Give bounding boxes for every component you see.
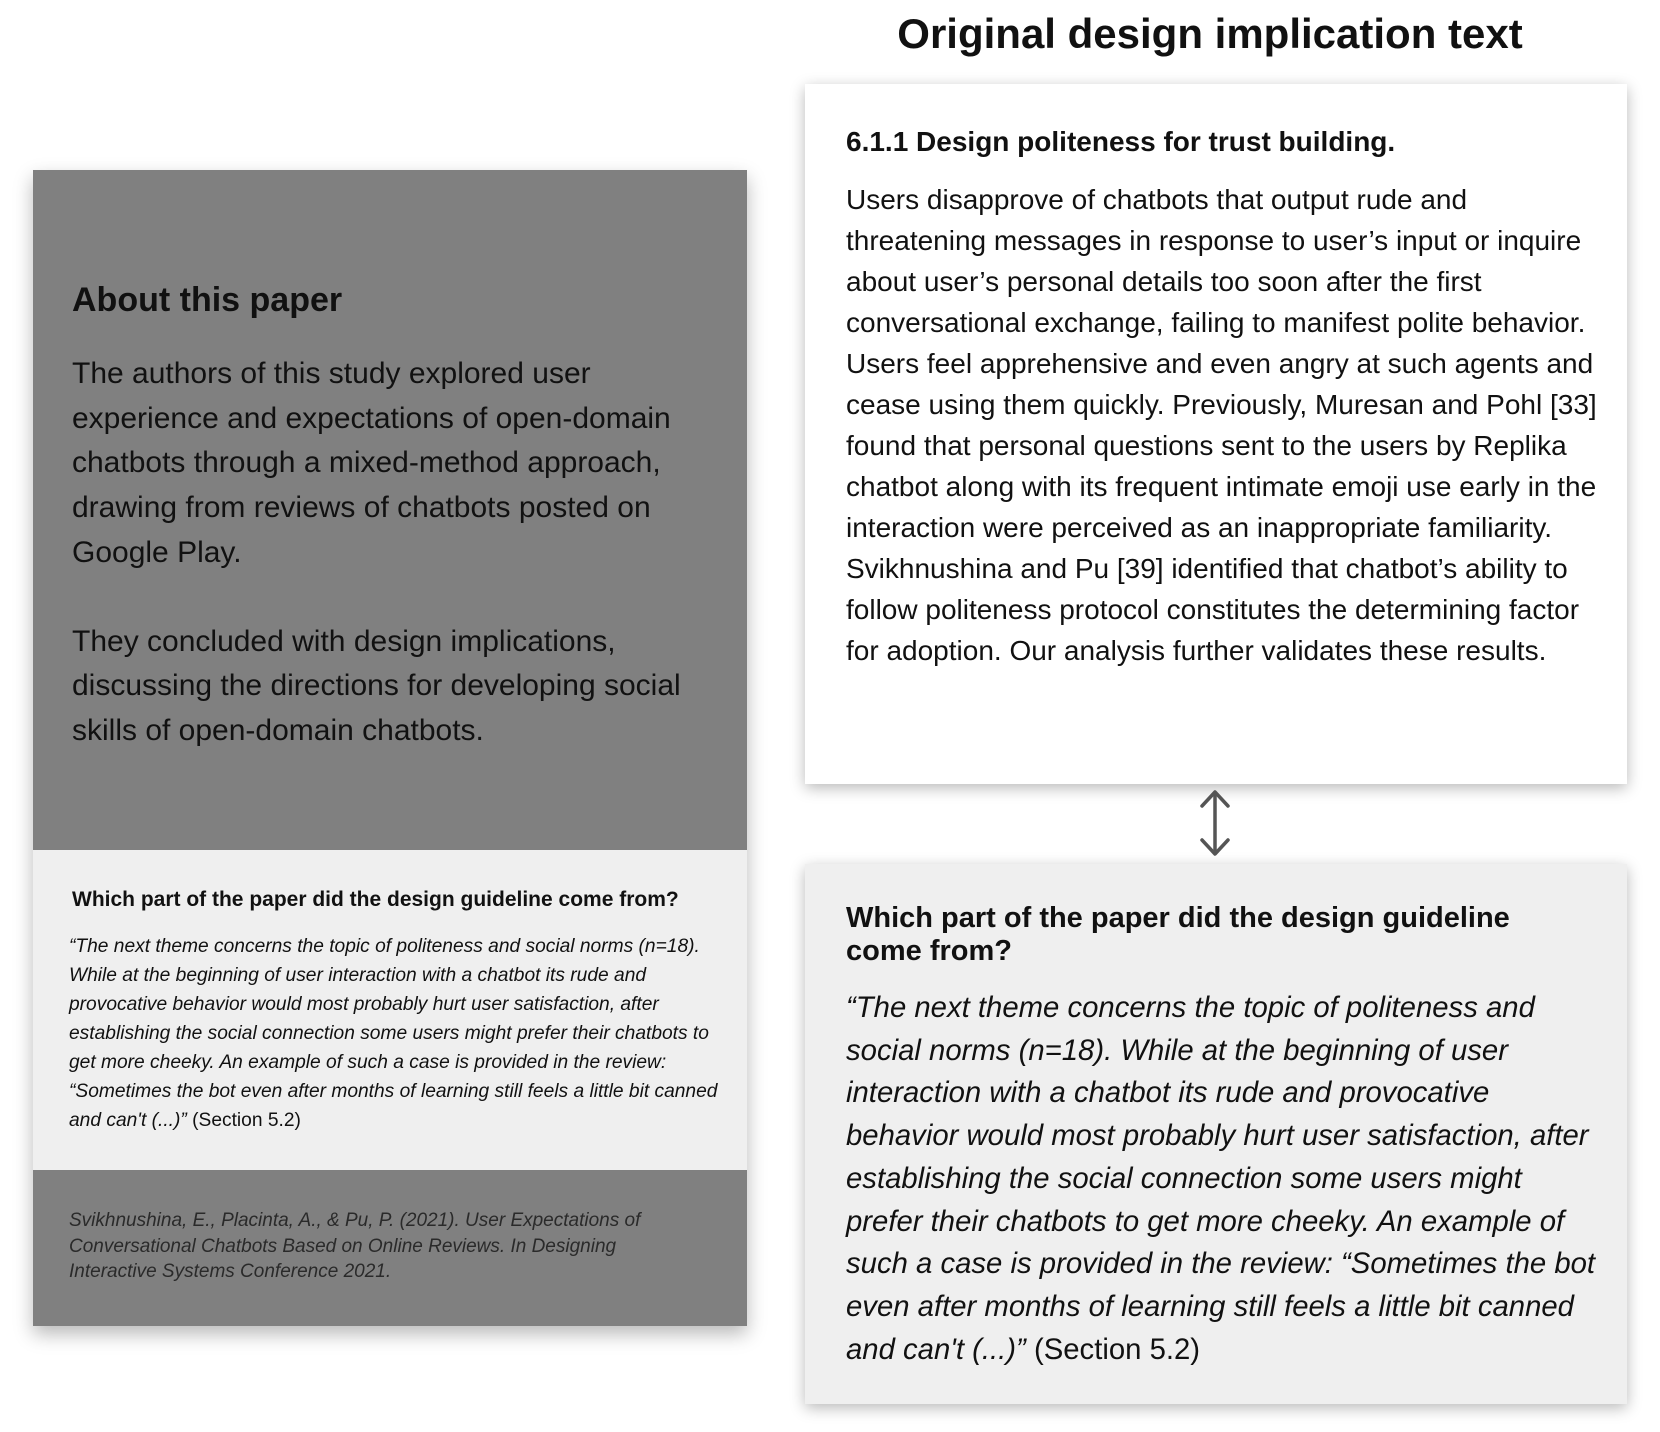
citation-section — [33, 1170, 747, 1326]
paper-summary-card — [33, 170, 747, 1326]
about-section — [33, 170, 747, 850]
source-question-section — [33, 850, 747, 1170]
design-implication-card — [805, 84, 1627, 784]
citation-text: Svikhnushina, E., Placinta, A., & Pu, P. (2021). User Expectations of Conversational Chatbots Based on Online Reviews. In Designing Interactive Systems Conference 2021. — [69, 1210, 641, 1282]
guideline-source-card — [805, 864, 1627, 1404]
source-quote-text: “The next theme concerns the topic of politeness and social norms (n=18). While at the beginning of user interaction with a chatbot its rude and provocative behavior would most probably hurt user satisfaction, after establishing the social connection some users might prefer their chatbots to get more cheeky. An example of such a case is provided in the review: “Sometimes the bot even after months of learning still feels a little bit canned and can't (...)” — [69, 936, 718, 1131]
guideline-source-quote — [846, 987, 1606, 1371]
page-heading: Original design implication text — [897, 10, 1523, 57]
about-paragraph-1: The authors of this study explored user experience and expectations of open-domain chatbots through a mixed-method approach, drawing from reviews of chatbots posted on Google Play. — [72, 357, 671, 569]
source-quote-section: (Section 5.2) — [192, 1110, 301, 1131]
about-body — [72, 352, 722, 754]
guideline-source-title: Which part of the paper did the design guideline come from? — [846, 902, 1510, 967]
source-question-title: Which part of the paper did the design guideline come from? — [72, 888, 679, 911]
about-title: About this paper — [72, 281, 343, 319]
about-paragraph-2: They concluded with design implications, discussing the directions for developing social skills of open-domain chatbots. — [72, 624, 681, 747]
design-implication-body: Users disapprove of chatbots that output rude and threatening messages in response to user’s input or inquire about user’s personal details too soon after the first conversational exchange, failing to manifest polite behavior. Users feel apprehensive and even angry at such agents and cease using them quickly. Previously, Muresan and Pohl [33] found that personal questions sent to the users by Replika chatbot along with its frequent intimate emoji use early in the interaction were perceived as an inappropriate familiarity. Svikhnushina and Pu [39] identified that chatbot’s ability to follow politeness protocol constitutes the determining factor for adoption. Our analysis further validates these results. — [846, 184, 1597, 666]
guideline-quote-section: (Section 5.2) — [1033, 1332, 1201, 1366]
design-implication-title: 6.1.1 Design politeness for trust building. — [846, 126, 1396, 157]
source-quote — [69, 932, 721, 1135]
guideline-quote-text: “The next theme concerns the topic of politeness and social norms (n=18). While at the beginning of user interaction with a chatbot its rude and provocative behavior would most probably hurt user satisfaction, after establishing the social connection some users might prefer their chatbots to get more cheeky. An example of such a case is provided in the review: “Sometimes the bot even after months of learning still feels a little bit canned and can't (...)” — [846, 991, 1596, 1366]
double-headed-vertical-arrow-icon — [1197, 788, 1233, 858]
